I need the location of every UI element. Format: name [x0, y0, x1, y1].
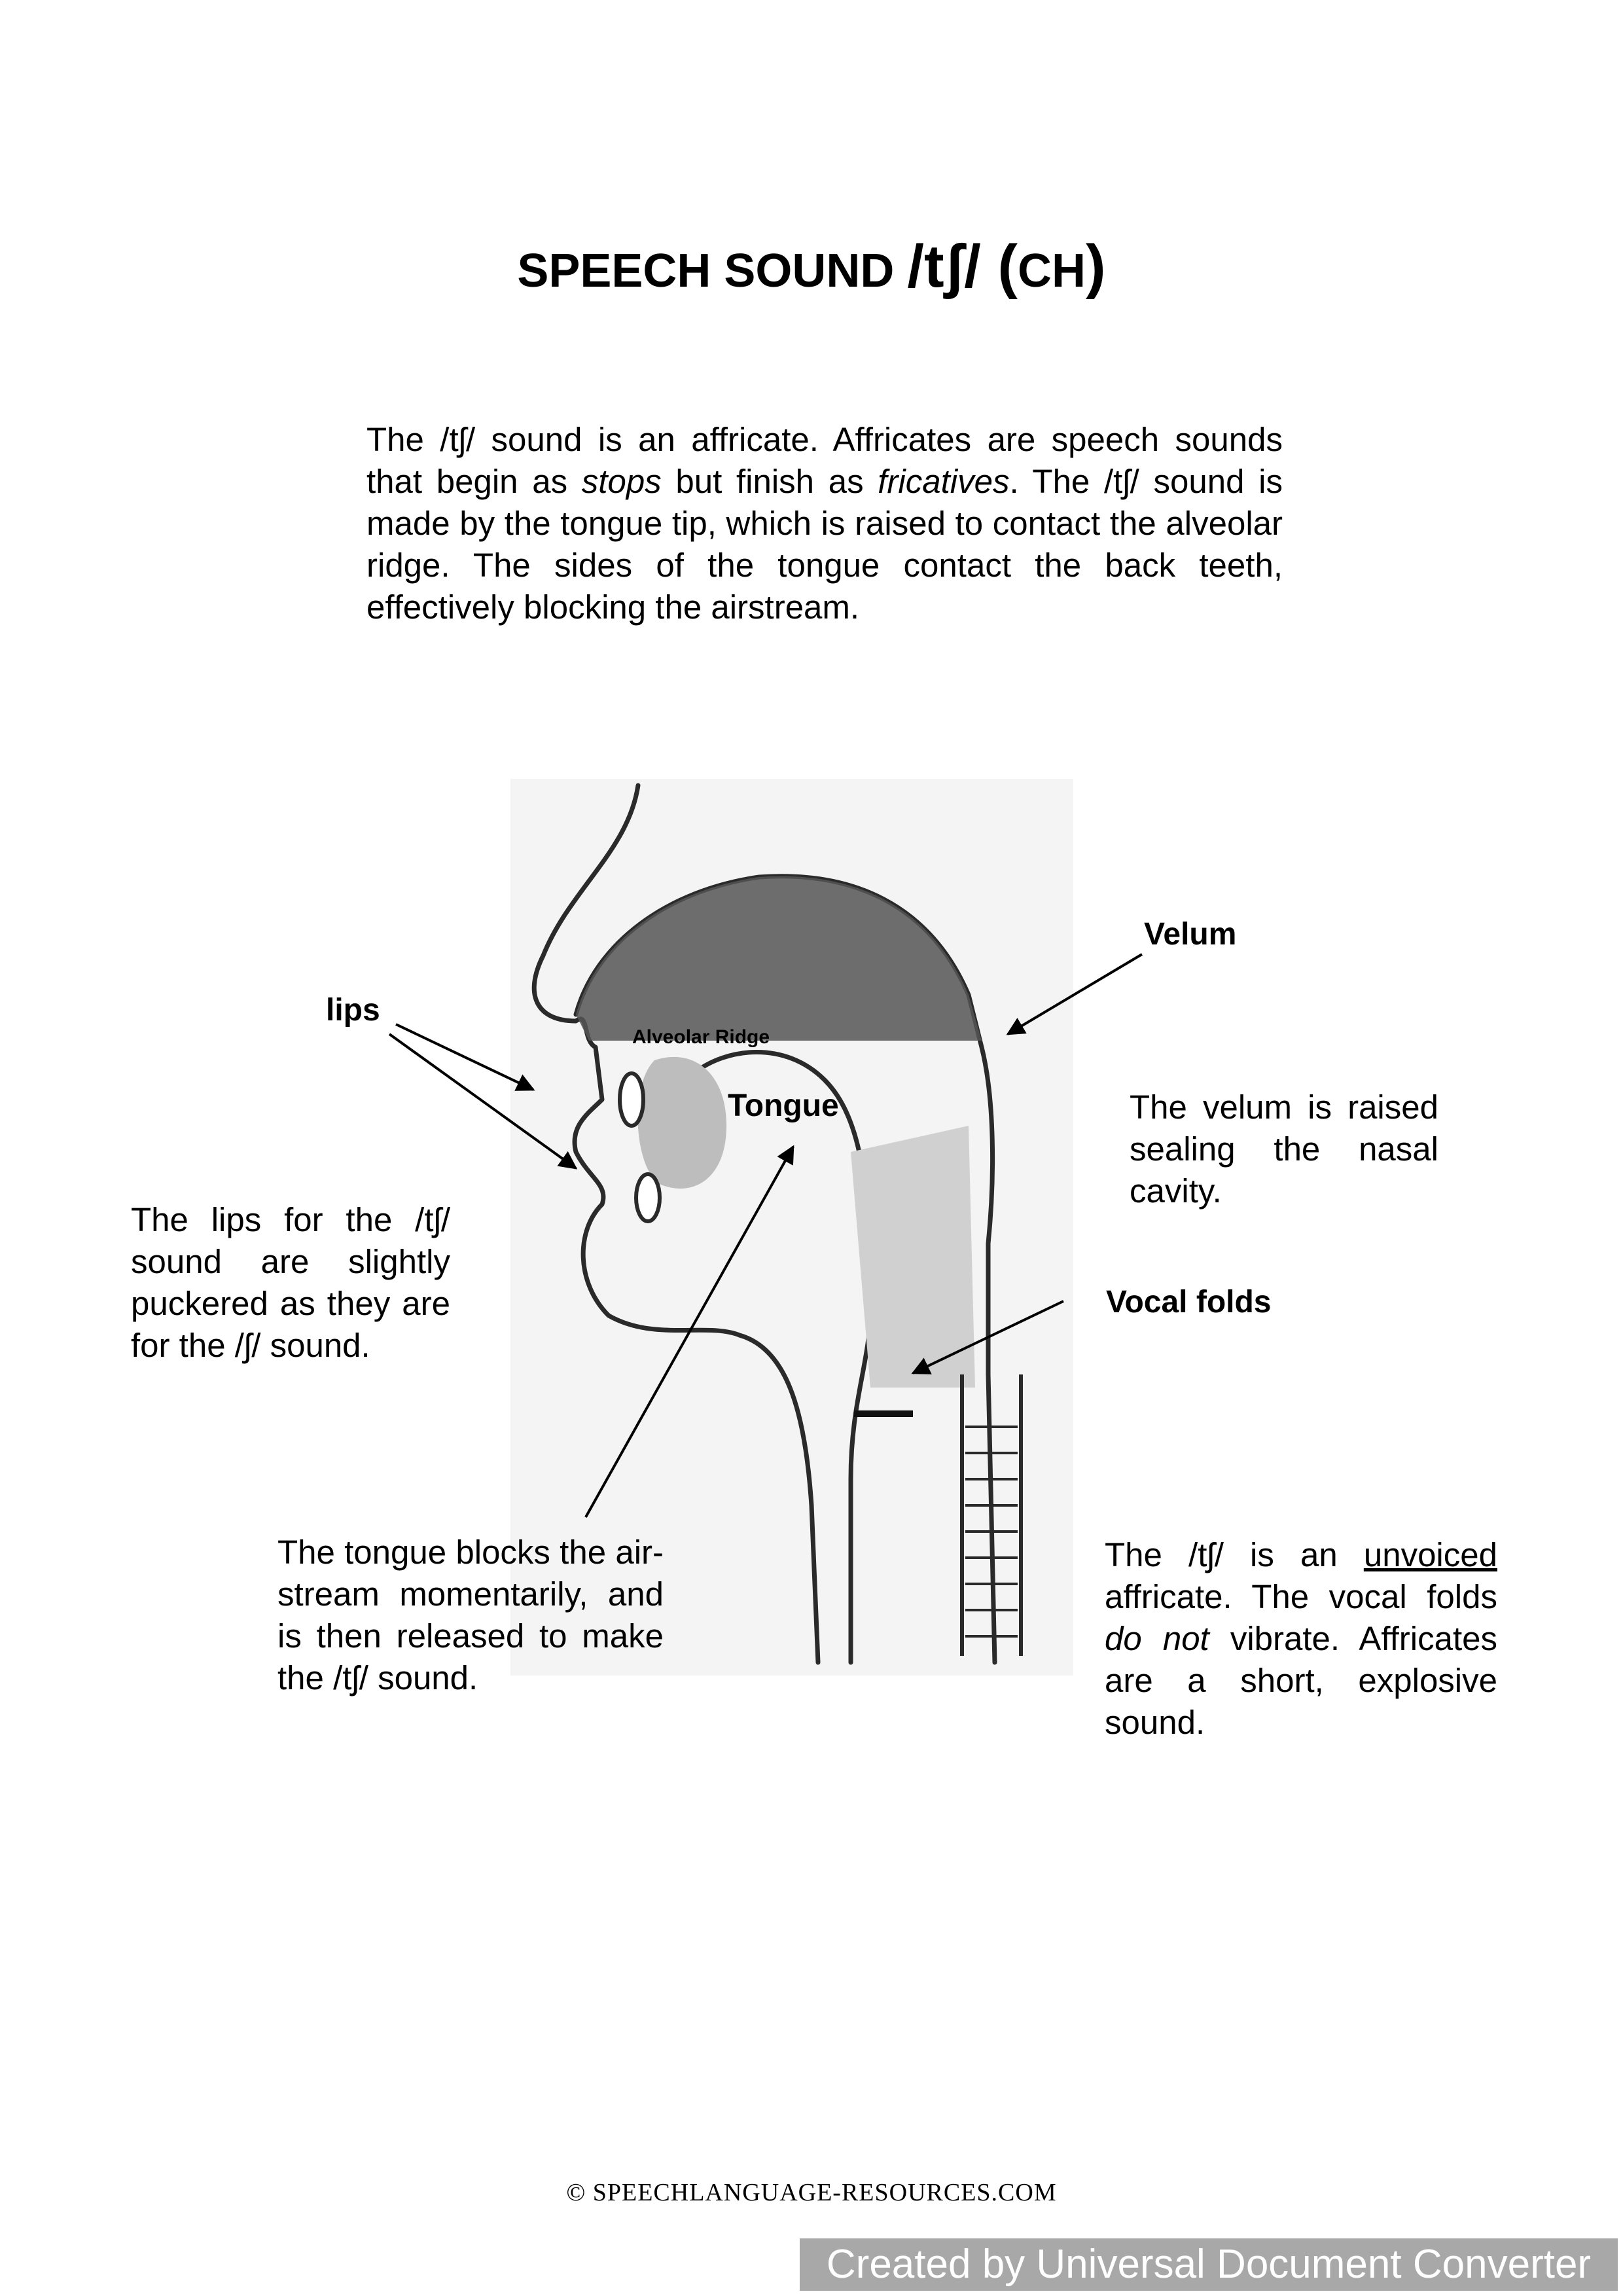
alveolar-ridge-label: Alveolar Ridge	[632, 1026, 770, 1048]
intro-stops: stops	[581, 463, 662, 500]
title-paren-close: )	[1086, 233, 1106, 300]
upper-tooth	[620, 1073, 643, 1126]
lips-note-text: The lips for the /tʃ/ sound are slightly puckered as they are for the /ʃ/ sound.	[131, 1201, 450, 1364]
title-spelling: CH	[1018, 245, 1086, 297]
velum-note-text: The velum is raised sealing the nasal cavity.	[1130, 1088, 1438, 1210]
tongue-note-text: The tongue blocks the air-stream momentarily, and is then released to make the /tʃ/ sound.	[277, 1534, 664, 1696]
title-prefix: SPEECH SOUND	[517, 245, 908, 297]
intro-text-1: The /tʃ/ sound is an affricate. Affricates are speech sounds that begin as	[366, 421, 1283, 500]
voicing-text-2: affricate. The vocal folds	[1105, 1578, 1497, 1615]
intro-text-2: but finish as	[661, 463, 878, 500]
pharynx-shading	[851, 1126, 975, 1388]
velum-note	[1130, 1086, 1438, 1212]
vocal-folds-label: Vocal folds	[1106, 1285, 1272, 1319]
title-paren-open: (	[980, 233, 1018, 300]
voicing-do-not: do not	[1105, 1620, 1209, 1657]
voicing-text-3: vibrate. Affricates are a short, explosive sound.	[1105, 1620, 1498, 1741]
lips-label: lips	[326, 993, 380, 1028]
tongue-label: Tongue	[728, 1088, 839, 1123]
intro-text-3: . The /tʃ/ sound is made by the tongue tip, which is raised to contact the alveolar ridge. The sides of the tongue contact the back teeth, effectively blocking the airstream.	[366, 463, 1283, 626]
lips-note	[131, 1199, 450, 1367]
lower-tooth	[636, 1174, 660, 1221]
copyright-footer: © SPEECHLANGUAGE-RESOURCES.COM	[566, 2179, 1057, 2206]
tongue-note	[277, 1532, 664, 1699]
voicing-text-1: The /tʃ/ is an	[1105, 1536, 1364, 1573]
title-phoneme-symbol: /tʃ/	[907, 233, 981, 300]
intro-fricatives: fricatives	[878, 463, 1010, 500]
voicing-unvoiced: unvoiced	[1363, 1536, 1497, 1573]
velum-label: Velum	[1144, 917, 1237, 952]
converter-watermark: Created by Universal Document Converter	[800, 2238, 1618, 2291]
voicing-note	[1105, 1534, 1497, 1744]
